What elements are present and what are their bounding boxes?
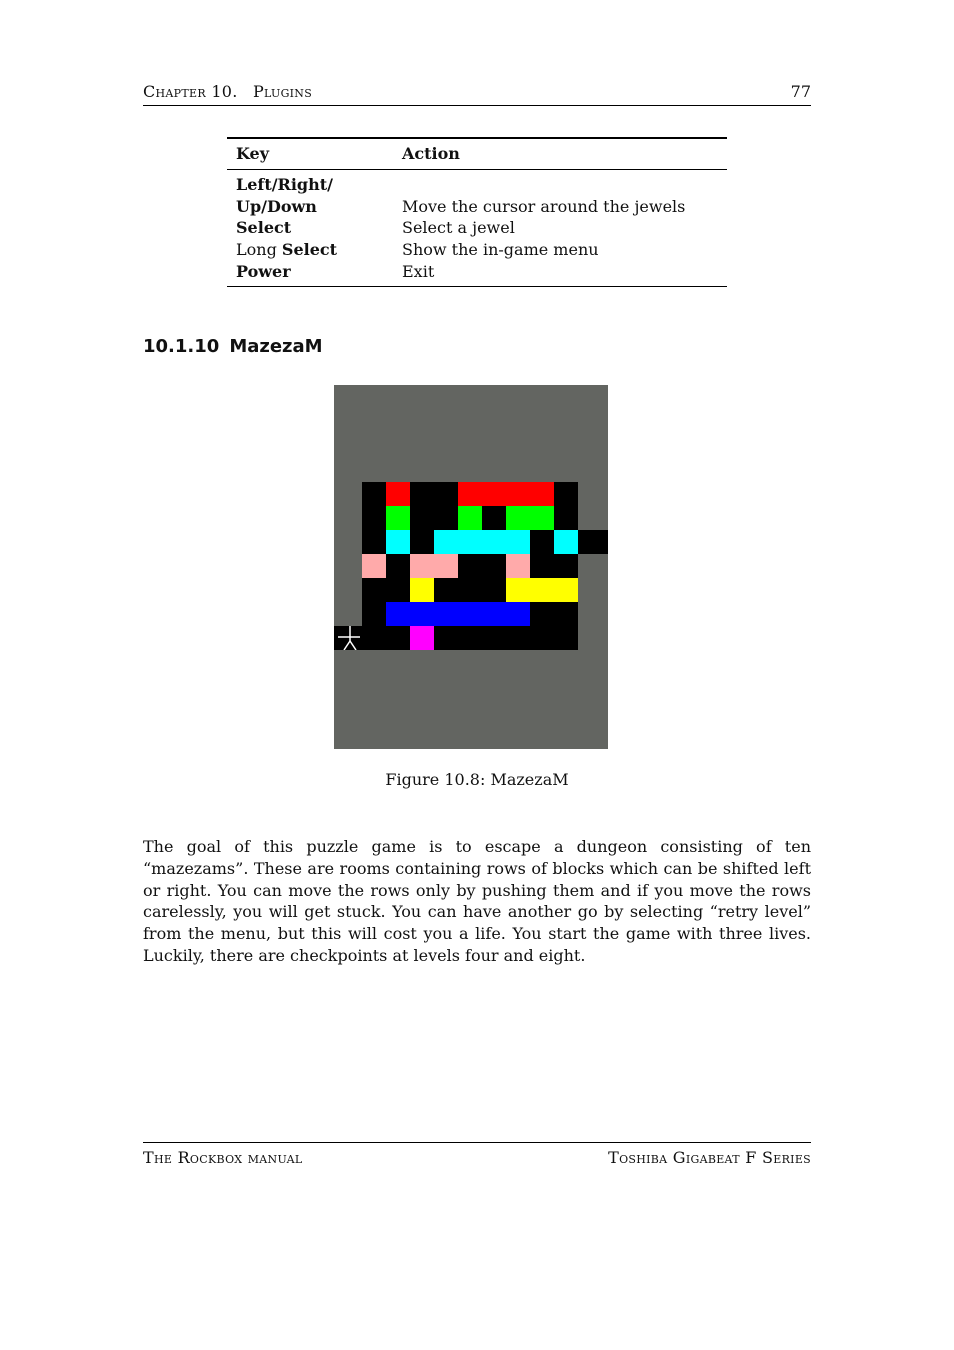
player-icon <box>336 626 360 650</box>
running-header-chapter <box>143 82 312 101</box>
green-block <box>386 506 410 530</box>
yellow-block <box>506 578 578 602</box>
key-cell: Select <box>236 218 292 238</box>
mazezam-screenshot <box>334 385 608 749</box>
pink-block <box>362 554 386 578</box>
magenta-block <box>410 626 434 650</box>
key-cell: Up/Down <box>236 196 317 216</box>
maze-gap <box>362 578 386 626</box>
header-rule <box>143 105 811 106</box>
green-block <box>506 506 554 530</box>
cyan-block <box>386 530 410 554</box>
table-row <box>227 261 727 283</box>
column-header-action: Action <box>402 144 460 163</box>
page-number: 77 <box>790 82 811 101</box>
cyan-block <box>554 530 578 554</box>
figure-caption: Figure 10.8: MazezaM <box>385 770 569 789</box>
action-cell: Show the in-game menu <box>402 240 599 260</box>
key-cell: Left/Right/ <box>236 175 333 194</box>
maze-exit-corridor <box>578 530 608 554</box>
column-header-key: Key <box>236 144 270 163</box>
cyan-block <box>434 530 530 554</box>
blue-block <box>386 602 530 626</box>
section-title: MazezaM <box>229 336 323 357</box>
action-cell: Select a jewel <box>402 218 515 238</box>
action-cell: Move the cursor around the jewels <box>402 196 686 216</box>
table-header-row <box>227 139 727 169</box>
key-cell: Power <box>236 261 291 281</box>
pink-block <box>506 554 530 578</box>
table-body <box>227 170 727 286</box>
green-block <box>458 506 482 530</box>
key-table <box>227 137 727 287</box>
footer-manual-title: The Rockbox manual <box>143 1148 303 1167</box>
section-number: 10.1.10 <box>143 336 220 357</box>
table-row <box>227 196 727 218</box>
body-paragraph: The goal of this puzzle game is to escape a dungeon consisting of ten “mazezams”. These are rooms containing rows of blocks which can be shifted left or right. You can move the rows only by pushing them and if you move the rows carelessly, you will get stuck. You can have another go by selecting “retry level” from the menu, but this will cost you a life. You start the game with three lives. Luckily, there are checkpoints at levels four and eight. <box>143 837 811 965</box>
table-row <box>227 217 727 239</box>
chapter-title: Plugins <box>252 82 313 101</box>
footer-device-name: Toshiba Gigabeat F Series <box>608 1148 811 1167</box>
footer-rule <box>143 1142 811 1143</box>
table-bottom-rule <box>227 286 727 287</box>
section-heading <box>143 336 323 357</box>
red-block <box>458 482 554 506</box>
action-cell: Exit <box>402 261 435 281</box>
pink-block <box>410 554 458 578</box>
chapter-label: Chapter 10. <box>143 82 238 101</box>
table-row <box>227 174 727 196</box>
table-row <box>227 239 727 261</box>
red-block <box>386 482 410 506</box>
yellow-block <box>410 578 434 602</box>
key-cell: Long Select <box>236 240 338 260</box>
